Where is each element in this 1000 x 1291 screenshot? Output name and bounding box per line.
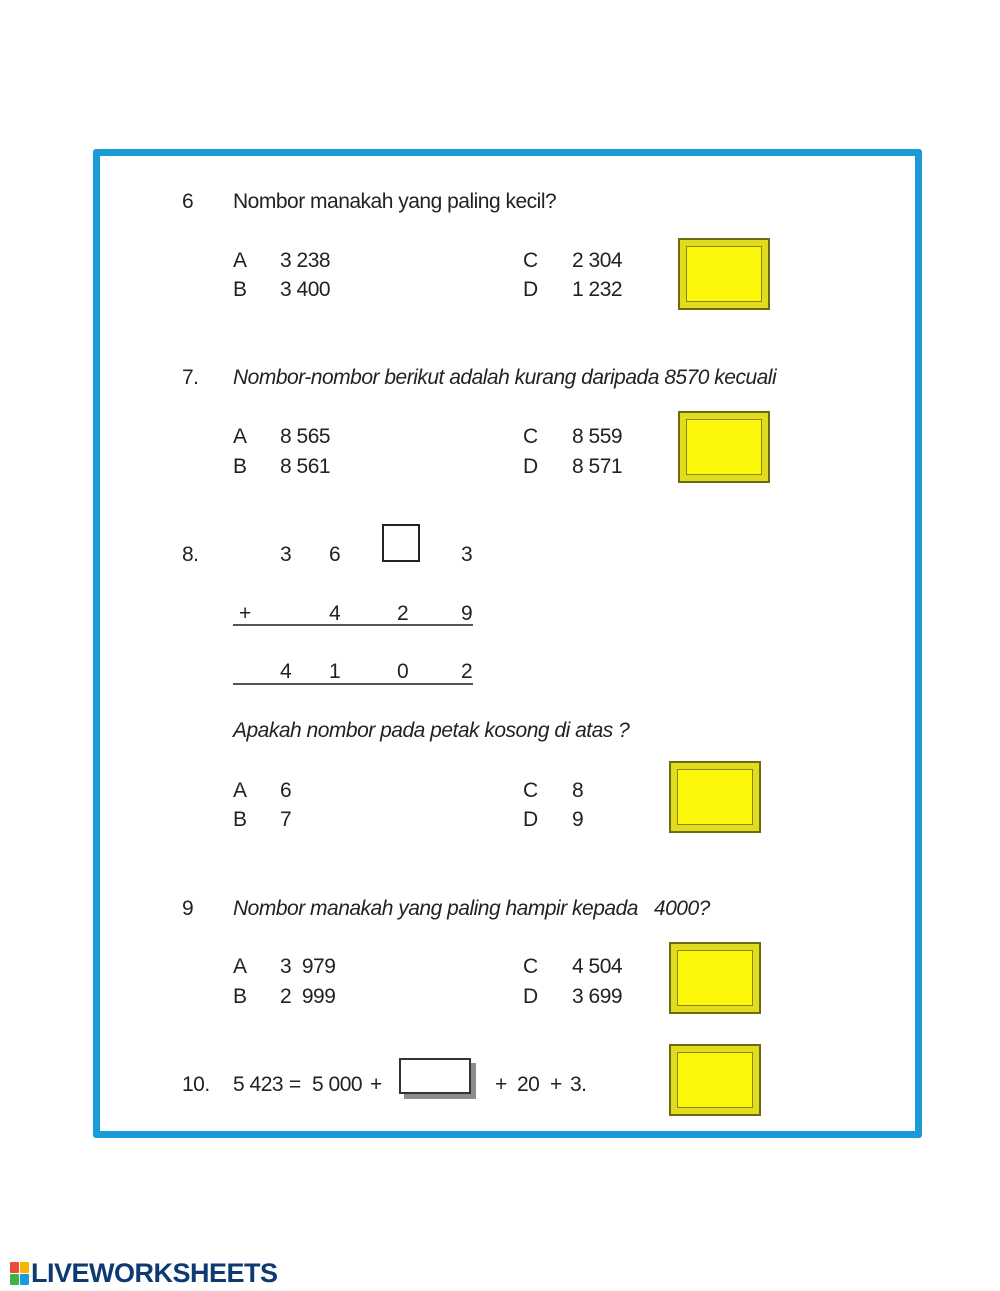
q9-option-b-letter: B <box>233 985 247 1008</box>
q7-option-c-value: 8 559 <box>572 425 623 448</box>
q8-option-a-letter: A <box>233 779 247 802</box>
q8-row1-digit: 3 <box>461 543 473 566</box>
q7-answer-box[interactable] <box>678 411 770 483</box>
q8-blank-box[interactable] <box>382 524 420 562</box>
q8-option-c-value: 8 <box>572 779 584 802</box>
q10-term1: 5 000 <box>312 1073 363 1096</box>
logo-grid-icon <box>10 1262 29 1285</box>
q9-answer-box[interactable] <box>669 942 761 1014</box>
q8-answer-box[interactable] <box>669 761 761 833</box>
q6-option-b-letter: B <box>233 278 247 301</box>
q7-option-b-letter: B <box>233 455 247 478</box>
q6-option-d-letter: D <box>523 278 538 301</box>
q6-answer-box[interactable] <box>678 238 770 310</box>
q8-option-d-letter: D <box>523 808 538 831</box>
q9-option-a-letter: A <box>233 955 247 978</box>
q10-number: 10. <box>182 1073 210 1096</box>
q8-option-a-value: 6 <box>280 779 292 802</box>
q7-option-b-value: 8 561 <box>280 455 331 478</box>
q9-option-d-value: 3 699 <box>572 985 623 1008</box>
q6-option-a-letter: A <box>233 249 247 272</box>
q8-row2-digit: 2 <box>397 602 409 625</box>
q8-result-line <box>233 683 473 685</box>
q8-option-b-value: 7 <box>280 808 292 831</box>
q9-option-c-letter: C <box>523 955 538 978</box>
q8-text: Apakah nombor pada petak kosong di atas ? <box>233 719 630 742</box>
q6-option-d-value: 1 232 <box>572 278 623 301</box>
q7-option-a-value: 8 565 <box>280 425 331 448</box>
q8-row3-digit: 1 <box>329 660 341 683</box>
q8-sum-line <box>233 624 473 626</box>
q6-option-b-value: 3 400 <box>280 278 331 301</box>
q9-text: Nombor manakah yang paling hampir kepada 4000? <box>233 897 710 920</box>
q10-blank-box[interactable] <box>399 1058 471 1094</box>
logo-text: LIVEWORKSHEETS <box>31 1258 278 1288</box>
q6-text: Nombor manakah yang paling kecil? <box>233 190 557 213</box>
q9-option-d-letter: D <box>523 985 538 1008</box>
q10-answer-box[interactable] <box>669 1044 761 1116</box>
q8-option-c-letter: C <box>523 779 538 802</box>
q8-row1-digit: 3 <box>280 543 292 566</box>
q7-option-d-value: 8 571 <box>572 455 623 478</box>
q7-option-d-letter: D <box>523 455 538 478</box>
q10-term3: 20 <box>517 1073 540 1096</box>
q8-plus-sign: + <box>239 602 251 625</box>
q6-option-a-value: 3 238 <box>280 249 331 272</box>
q10-plus: + <box>495 1073 507 1096</box>
q10-term4: 3. <box>570 1073 587 1096</box>
q8-row3-digit: 4 <box>280 660 292 683</box>
q7-number: 7. <box>182 366 199 389</box>
q10-lhs: 5 423 <box>233 1073 284 1096</box>
q7-option-c-letter: C <box>523 425 538 448</box>
q9-number: 9 <box>182 897 194 920</box>
worksheet-frame <box>93 149 922 1138</box>
q8-row3-digit: 0 <box>397 660 409 683</box>
q9-option-b-value: 2 999 <box>280 985 336 1008</box>
q8-option-d-value: 9 <box>572 808 584 831</box>
liveworksheets-logo <box>10 1258 278 1289</box>
q6-number: 6 <box>182 190 194 213</box>
q8-number: 8. <box>182 543 199 566</box>
q6-option-c-letter: C <box>523 249 538 272</box>
q8-row3-digit: 2 <box>461 660 473 683</box>
q10-plus: + <box>550 1073 562 1096</box>
q8-row2-digit: 9 <box>461 602 473 625</box>
q9-option-c-value: 4 504 <box>572 955 623 978</box>
q10-plus: + <box>370 1073 382 1096</box>
q8-option-b-letter: B <box>233 808 247 831</box>
q10-equals: = <box>289 1073 301 1096</box>
q9-option-a-value: 3 979 <box>280 955 336 978</box>
q7-option-a-letter: A <box>233 425 247 448</box>
q8-row1-digit: 6 <box>329 543 341 566</box>
q6-option-c-value: 2 304 <box>572 249 623 272</box>
q8-row2-digit: 4 <box>329 602 341 625</box>
q7-text: Nombor-nombor berikut adalah kurang daripada 8570 kecuali <box>233 366 777 389</box>
